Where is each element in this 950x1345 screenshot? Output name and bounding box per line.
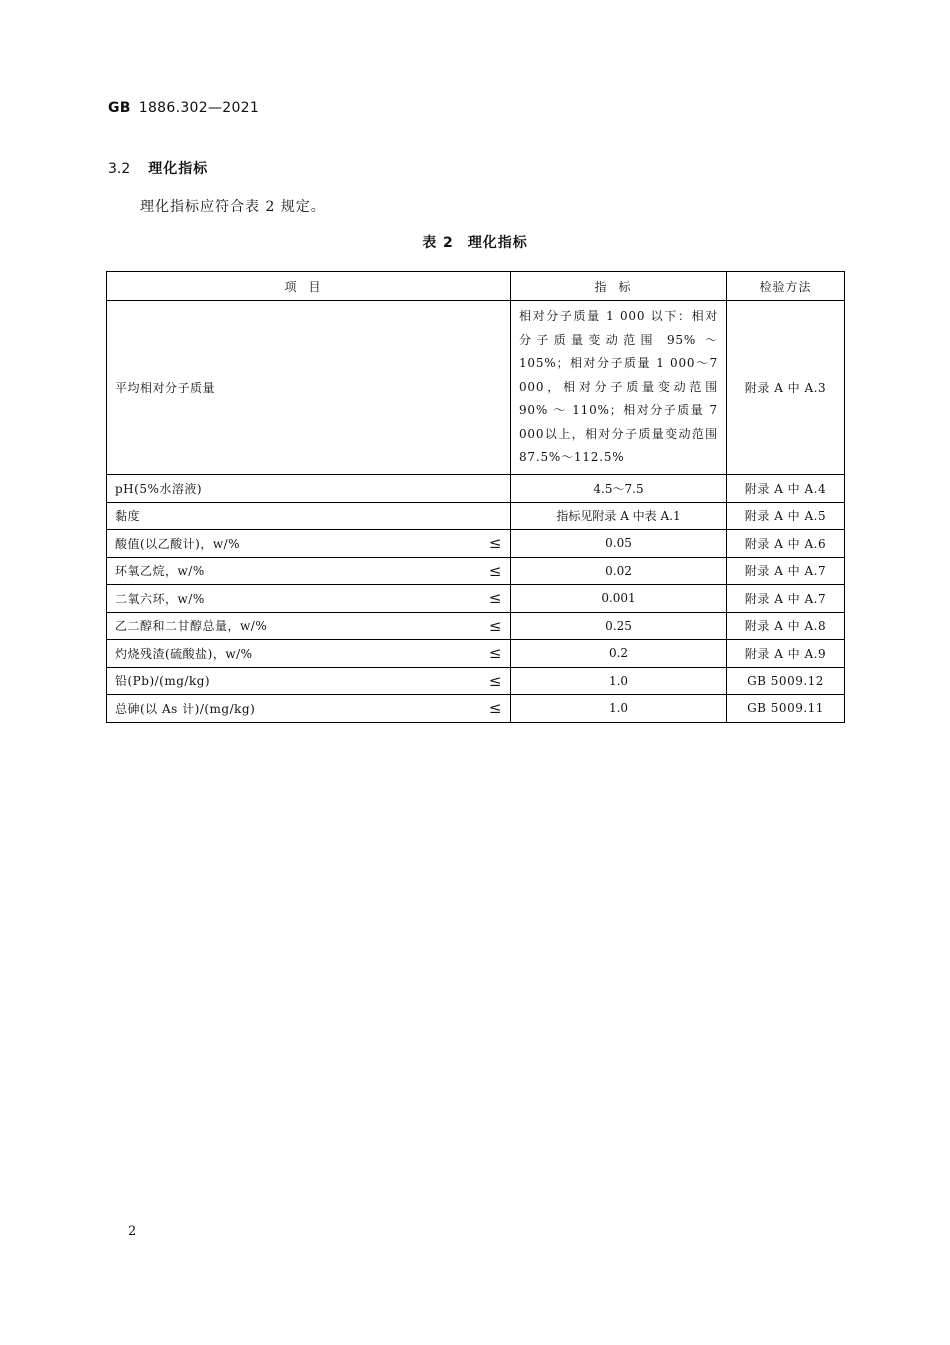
row-method: 附录 A 中 A.8	[727, 612, 845, 640]
item-label: 总砷(以 As 计)/(mg/kg)	[115, 701, 256, 716]
row-indicator: 1.0	[511, 667, 727, 695]
row-item	[107, 557, 511, 585]
row-method: 附录 A 中 A.7	[727, 585, 845, 613]
table-row	[107, 612, 845, 640]
row-indicator: 0.05	[511, 530, 727, 558]
row-item	[107, 530, 511, 558]
less-equal-symbol: ≤	[488, 534, 502, 553]
row-indicator: 0.02	[511, 557, 727, 585]
row-method: 附录 A 中 A.4	[727, 475, 845, 503]
item-label: 酸值(以乙酸计)，w/%	[115, 536, 241, 551]
table-row	[107, 667, 845, 695]
row-item	[107, 667, 511, 695]
item-label: 平均相对分子质量	[115, 381, 216, 395]
table-row	[107, 695, 845, 723]
table-row	[107, 557, 845, 585]
less-equal-symbol: ≤	[488, 616, 502, 635]
row-indicator: 0.001	[511, 585, 727, 613]
table-row	[107, 530, 845, 558]
row-method: GB 5009.12	[727, 667, 845, 695]
row-method: 附录 A 中 A.3	[727, 301, 845, 475]
page-number: 2	[128, 1224, 137, 1239]
item-label: 环氧乙烷，w/%	[115, 564, 205, 579]
item-label: pH(5%水溶液)	[115, 481, 203, 496]
row-item	[107, 612, 511, 640]
less-equal-symbol: ≤	[488, 589, 502, 608]
less-equal-symbol: ≤	[488, 644, 502, 663]
table-row	[107, 640, 845, 668]
section-number: 3.2	[108, 161, 131, 177]
item-label: 黏度	[115, 509, 141, 524]
row-indicator: 相对分子质量 1 000 以下：相对分子质量变动范围 95% ～105%；相对分子质量 1 000～7 000，相对分子质量变动范围 90% ～ 110%；相对分子质量 7 000以上，相对分子质量变动范围 87.5%～112.5%	[511, 301, 727, 475]
less-equal-symbol: ≤	[488, 671, 502, 690]
header-item: 项目	[107, 272, 511, 301]
table-caption-title: 理化指标	[467, 235, 528, 251]
standard-prefix: GB	[108, 100, 131, 116]
row-method: 附录 A 中 A.7	[727, 557, 845, 585]
row-item	[107, 475, 511, 503]
standard-number: 1886.302—2021	[138, 100, 260, 116]
table-header-row	[107, 272, 845, 301]
header-indicator: 指标	[511, 272, 727, 301]
item-label: 乙二醇和二甘醇总量，w/%	[115, 619, 268, 634]
item-label: 铅(Pb)/(mg/kg)	[115, 674, 211, 689]
row-indicator: 4.5～7.5	[511, 475, 727, 503]
table-row	[107, 301, 845, 475]
table-row	[107, 585, 845, 613]
row-method: 附录 A 中 A.9	[727, 640, 845, 668]
row-method: 附录 A 中 A.6	[727, 530, 845, 558]
item-label: 二氧六环，w/%	[115, 591, 205, 606]
spec-table	[106, 271, 845, 723]
row-indicator: 1.0	[511, 695, 727, 723]
row-item	[107, 640, 511, 668]
row-indicator: 0.25	[511, 612, 727, 640]
less-equal-symbol: ≤	[488, 561, 502, 580]
item-label: 灼烧残渣(硫酸盐)，w/%	[115, 646, 253, 661]
body-paragraph: 理化指标应符合表 2 规定。	[140, 199, 326, 215]
table-row	[107, 475, 845, 503]
standard-code	[108, 100, 259, 116]
row-indicator: 指标见附录 A 中表 A.1	[511, 502, 727, 530]
table-caption-label: 表 2	[422, 235, 454, 251]
row-method: GB 5009.11	[727, 695, 845, 723]
section-title: 理化指标	[148, 161, 209, 177]
row-item	[107, 502, 511, 530]
less-equal-symbol: ≤	[488, 699, 502, 718]
row-item	[107, 585, 511, 613]
table-caption	[0, 232, 950, 252]
section-heading	[108, 158, 208, 178]
header-method: 检验方法	[727, 272, 845, 301]
row-item	[107, 695, 511, 723]
row-indicator: 0.2	[511, 640, 727, 668]
row-method: 附录 A 中 A.5	[727, 502, 845, 530]
row-item	[107, 301, 511, 475]
table-row	[107, 502, 845, 530]
